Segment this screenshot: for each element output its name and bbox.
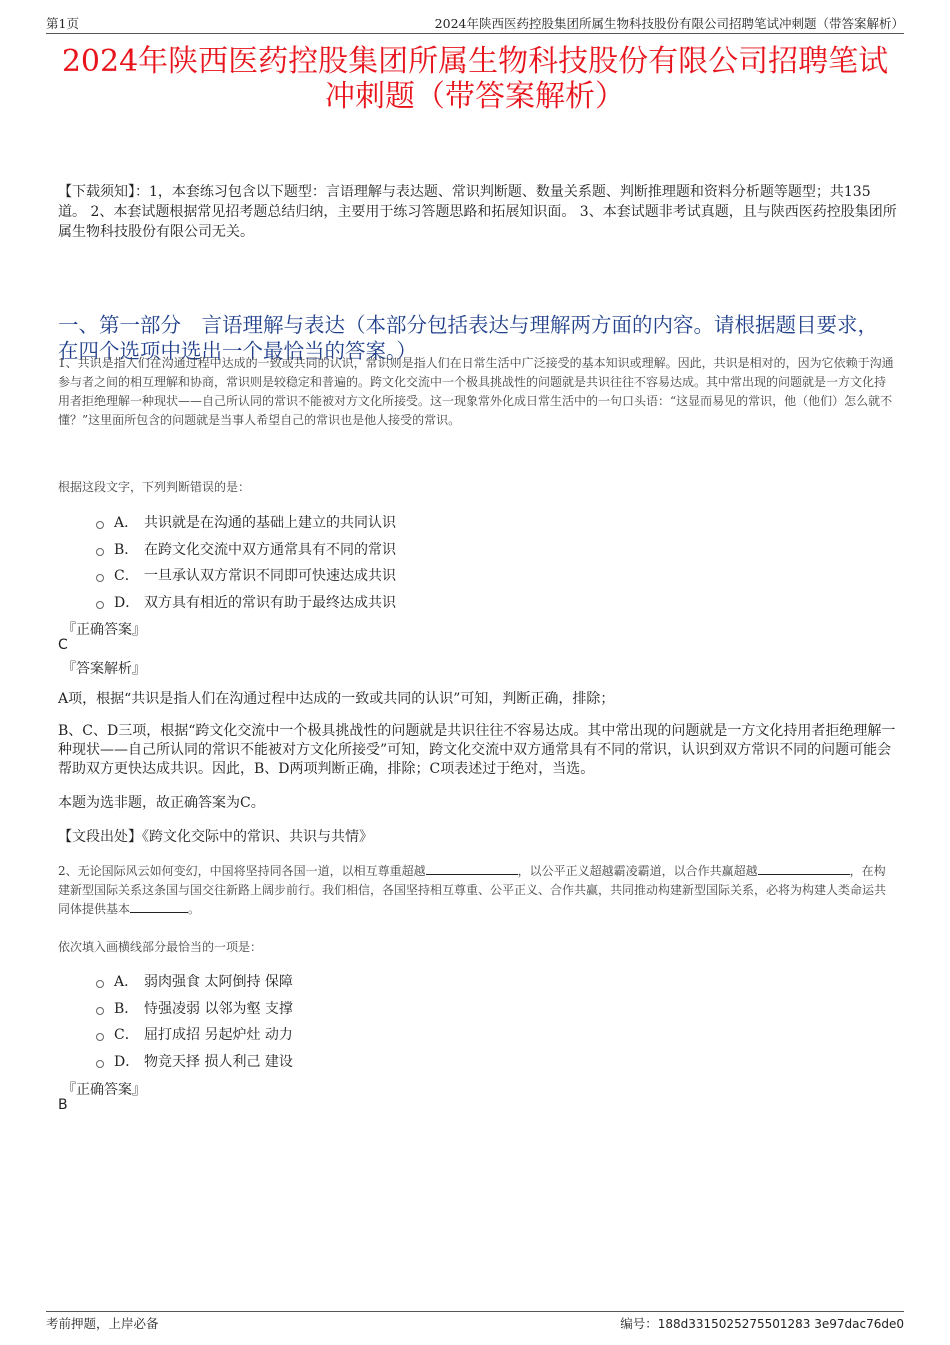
question-2-option-b[interactable] <box>96 995 293 1022</box>
option-text: 屈打成招 另起炉灶 动力 <box>144 1027 293 1044</box>
question-2-text <box>58 862 896 919</box>
footer-code-label: 编号： <box>620 1316 658 1331</box>
question-1-source <box>58 828 896 847</box>
page-header <box>46 14 904 32</box>
radio-icon[interactable] <box>96 548 104 556</box>
option-letter: A． <box>114 974 139 991</box>
question-2-text-part-2: ，以公平正义超越霸凌霸道，以合作共赢超越 <box>517 864 758 878</box>
question-1-option-b[interactable] <box>96 536 396 563</box>
option-text: 一旦承认双方常识不同即可快速达成共识 <box>144 568 396 585</box>
question-2-answer: B <box>58 1097 68 1113</box>
question-2-instruction: 依次填入画横线部分最恰当的一项是： <box>58 940 263 954</box>
question-1-option-c[interactable] <box>96 562 396 589</box>
radio-icon[interactable] <box>96 1007 104 1015</box>
option-text: 在跨文化交流中双方通常具有不同的常识 <box>144 541 396 558</box>
question-1-analysis-conclusion: 本题为选非题，故正确答案为C。 <box>58 795 265 811</box>
question-2-option-a[interactable] <box>96 968 293 995</box>
question-1-text: 1、共识是指人们在沟通过程中达成的一致或共同的认识，常识则是指人们在日常生活中广泛接受的基本知识或理解。因此，共识是相对的，因为它依赖于沟通参与者之间的相互理解和协商，常识则是较稳定和普遍的。跨文化交流中一个极具挑战性的问题就是共识往往不容易达成。其中常出现的问题就是一方文化持用者拒绝理解一种现状——自己所认同的常识不能被对方文化所接受。这一现象常外化成日常生活中的一句口头语：“这显而易见的常识，他（他们）怎么就不懂？”这里面所包含的问题就是当事人希望自己的常识也是他人接受的常识。 <box>58 356 894 427</box>
radio-icon[interactable] <box>96 601 104 609</box>
fill-blank-3 <box>130 900 188 913</box>
question-2-option-d[interactable] <box>96 1048 293 1075</box>
source-label: 【文段出处】 <box>58 829 142 845</box>
fill-blank-2 <box>758 862 850 875</box>
footer-code <box>620 1314 904 1332</box>
option-text: 物竞天择 损人利己 建设 <box>144 1053 293 1070</box>
question-2-text-part-1: 2、无论国际风云如何变幻，中国将坚持同各国一道，以相互尊重超越 <box>58 864 426 878</box>
page-number: 第1页 <box>46 16 79 31</box>
question-1-answer: C <box>58 637 68 653</box>
option-text: 恃强凌弱 以邻为壑 支撑 <box>144 1000 293 1017</box>
question-1-analysis-a: A项，根据“共识是指人们在沟通过程中达成的一致或共同的认识”可知，判断正确，排除； <box>58 691 615 707</box>
question-1-answer-label: 『正确答案』 <box>62 622 146 638</box>
question-2-answer-label: 『正确答案』 <box>62 1082 146 1098</box>
question-2-option-c[interactable] <box>96 1021 293 1048</box>
document-title-line-2: 冲刺题（带答案解析） <box>325 79 625 114</box>
option-text: 共识就是在沟通的基础上建立的共同认识 <box>144 515 396 532</box>
footer-divider <box>46 1311 904 1312</box>
document-title-line-1: 2024年陕西医药控股集团所属生物科技股份有限公司招聘笔试 <box>61 44 889 79</box>
option-letter: B． <box>114 541 139 558</box>
option-text: 双方具有相近的常识有助于最终达成共识 <box>144 594 396 611</box>
question-2-text-part-4: 。 <box>188 902 201 916</box>
footer-code-value: 188d3315025275501283 3e97dac76de0 <box>657 1317 904 1331</box>
radio-icon[interactable] <box>96 1060 104 1068</box>
option-letter: B． <box>114 1000 139 1017</box>
option-letter: D． <box>114 1053 140 1070</box>
radio-icon[interactable] <box>96 521 104 529</box>
question-1-analysis-bcd: B、C、D三项，根据“跨文化交流中一个极具挑战性的问题就是共识往往不容易达成。其中常出现的问题就是一方文化持用者拒绝理解一种现状——自己所认同的常识不能被对方文化所接受”可知，跨文化交流中双方通常具有不同的常识，认识到双方常识不同的问题可能会帮助双方更快达成共识。因此，B、D两项判断正确，排除；C项表述过于绝对，当选。 <box>58 723 896 777</box>
section-title: 一、第一部分 言语理解与表达（本部分包括表达与理解两方面的内容。请根据题目要求，在四个选项中选出一个最恰当的答案。） <box>58 313 878 363</box>
option-letter: D． <box>114 594 140 611</box>
fill-blank-1 <box>426 862 518 875</box>
question-1-instruction: 根据这段文字，下列判断错误的是： <box>58 480 251 494</box>
radio-icon[interactable] <box>96 1033 104 1041</box>
question-2-options <box>96 968 293 1074</box>
question-1-option-a[interactable] <box>96 509 396 536</box>
radio-icon[interactable] <box>96 980 104 988</box>
question-1-option-d[interactable] <box>96 589 396 616</box>
header-title: 2024年陕西医药控股集团所属生物科技股份有限公司招聘笔试冲刺题（带答案解析） <box>434 16 904 31</box>
option-letter: C． <box>114 568 139 585</box>
option-text: 弱肉强食 太阿倒持 保障 <box>144 974 293 991</box>
question-1-analysis-label: 『答案解析』 <box>62 661 146 677</box>
header-divider <box>46 33 904 34</box>
question-1-options <box>96 509 396 615</box>
option-letter: A． <box>114 515 139 532</box>
source-title: 《跨文化交际中的常识、共识与共情》 <box>142 829 373 845</box>
footer-slogan: 考前押题，上岸必备 <box>46 1316 159 1331</box>
download-notice: 【下载须知】：1，本套练习包含以下题型：言语理解与表达题、常识判断题、数量关系题、判断推理题和资料分析题等题型；共135道。 2、本套试题根据常见招考题总结归纳，主要用于练习答题思路和拓展知识面。 3、本套试题非考试真题，且与陕西医药控股集团所属生物科技股份有限公司无关。 <box>58 184 897 240</box>
document-title <box>50 44 900 114</box>
radio-icon[interactable] <box>96 574 104 582</box>
question-2-text-part-3: ，在构建新型国际关系这条国与国交往新路上阔步前行。我们相信，各国坚持相互尊重、公平正义、合作共赢，共同推动构建新型国际关系，必将为构建人类命运共同体提供基本 <box>58 864 887 916</box>
option-letter: C． <box>114 1027 139 1044</box>
